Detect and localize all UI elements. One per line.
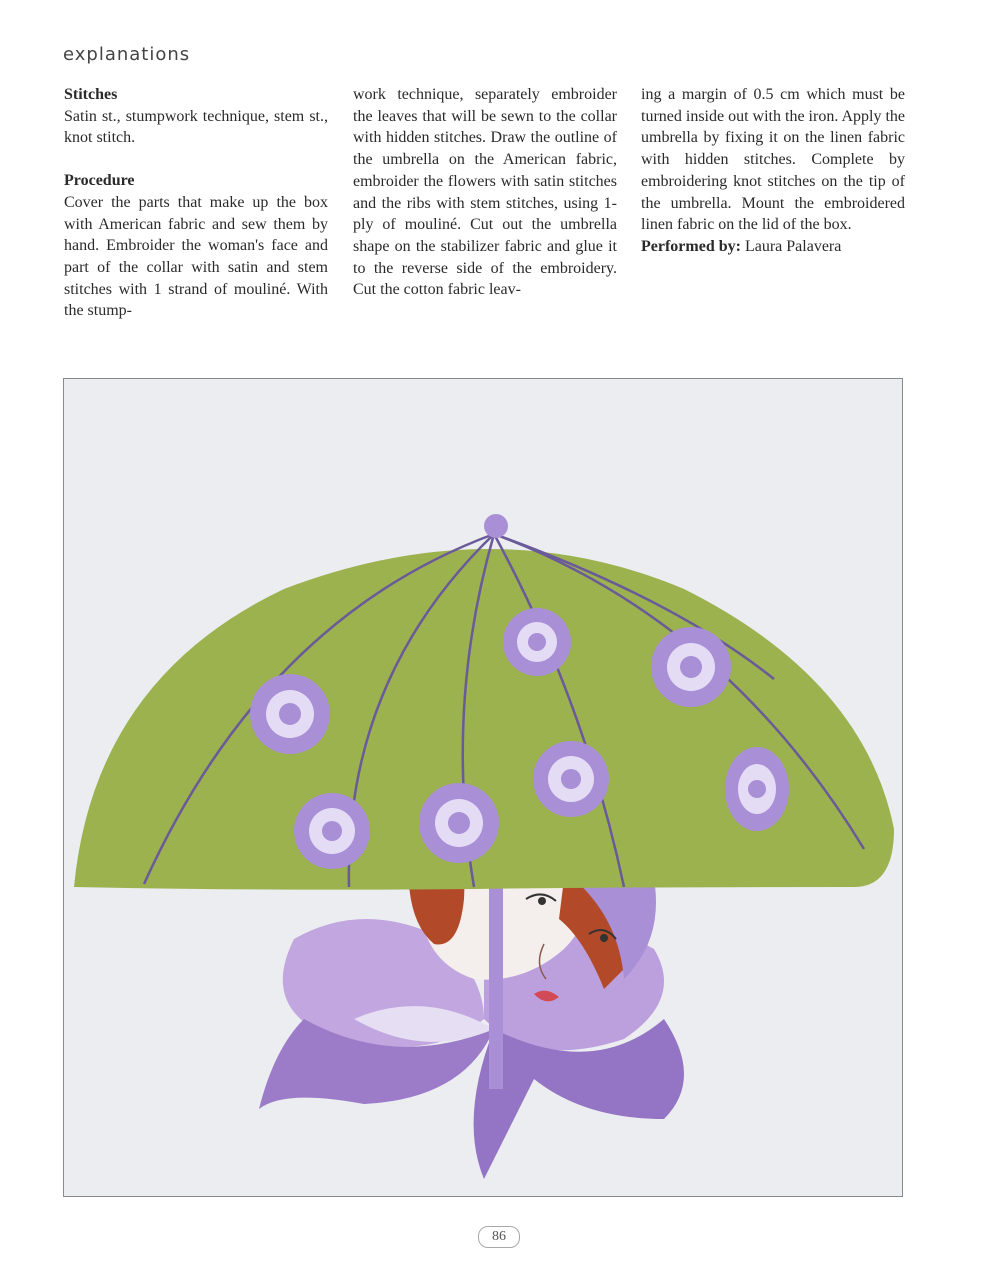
credit-label: Performed by: xyxy=(641,237,741,255)
page-number: 86 xyxy=(478,1226,520,1248)
stitches-text: Satin st., stumpwork technique, stem st., knot stitch. xyxy=(64,107,328,147)
credit-name: Laura Palavera xyxy=(744,237,842,255)
procedure-heading: Procedure xyxy=(64,172,135,190)
procedure-text-1: Cover the parts that make up the box with American fabric and sew them by hand. Embroider the woman's face and part of the collar with satin and stem stitches with 1 strand of mouliné. With the stump- xyxy=(64,193,328,320)
procedure-text-2: work technique, separately embroider the leaves that will be sewn to the collar with hidden stitches. Draw the outline of the umbrella on the American fabric, embroider the flowers with satin stitches and the ribs with stem stitches, using 1-ply of mouliné. Cut out the umbrella shape on the stabilizer fabric and glue it to the reverse side of the embroidery. Cut the cotton fabric leav- xyxy=(353,86,617,299)
stitches-heading: Stitches xyxy=(64,86,118,103)
embroidery-photo xyxy=(63,378,903,1197)
text-column-3 xyxy=(641,84,905,258)
credit-line xyxy=(641,236,905,258)
section-title: explanations xyxy=(63,44,191,65)
text-column-2 xyxy=(353,84,617,301)
procedure-text-3: ing a margin of 0.5 cm which must be turned inside out with the iron. Apply the umbrella by fixing it on the linen fabric with hidden stitches. Complete by embroidering knot stitches on the tip of the umbrella. Mount the embroidered linen fabric on the lid of the box. xyxy=(641,86,905,234)
text-column-1 xyxy=(64,84,328,322)
umbrella-knot-tip xyxy=(484,514,508,538)
